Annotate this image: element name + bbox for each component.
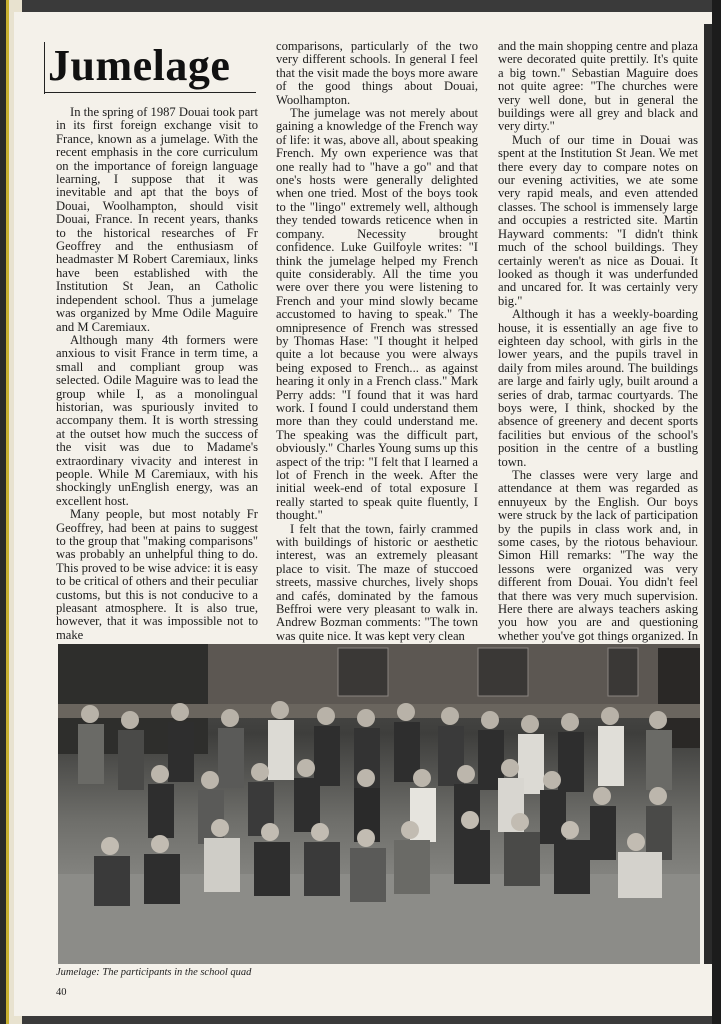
page-edge-shadow (712, 0, 721, 1024)
paragraph: Although it has a weekly-boarding house, it is essentially an age five to eighteen day school, with girls in the lower years, and the pupils travel in daily from miles around. The buildings are large and fairly ugly, built around a series of drab, tarmac courtyards. The boys were, I think, shocked by the absence of greenery and decent sports facilities but envious of the school's position in the centre of a bustling town. (498, 307, 698, 469)
text-column-2 (276, 39, 478, 643)
page-edge (704, 24, 712, 964)
page-number: 40 (56, 987, 67, 998)
paragraph: Although many 4th formers were anxious to visit France in term time, a small and compliant group was selected. Odile Maguire was to lead the group while I, as a monolingual historian, was spuriously invited to accompany them. It is worth stressing at the outset how much the success of the visit was due to Madame's extraordinary vivacity and interest in people. While M Caremiaux, with his shockingly unEnglish energy, was an excellent host. (56, 332, 258, 508)
title-vertical-rule (44, 42, 45, 94)
paragraph: Much of our time in Douai was spent at the Institution St Jean. We met there every day to compare notes on our evening activities, we ate some very rapid meals, and even attended classes. The school is immensely large and occupies a restricted site. Martin Hayward comments: "I didn't think much of the school buildings. They certainly weren't as nice as Douai. It looked as though it was underfunded and uncared for. It was certainly very big." (498, 132, 698, 308)
paragraph: comparisons, particularly of the two very different schools. In general I feel that the visit made the boys more aware of the good things about Douai, Woolhampton. (276, 39, 478, 107)
title-underline (44, 92, 256, 93)
paragraph: In the spring of 1987 Douai took part in its first foreign exchange visit to France, known as a jumelage. With the recent emphasis in the core curriculum on the importance of foreign language learning, I suppose that it was inevitable and apt that the boys of Douai, Woolhampton, should visit Douai, France. In recent years, thanks to the historical researches of Fr Geoffrey and the enthusiasm of headmaster M Robert Caremiaux, links have been established with the Institution St Jean, an Catholic independent school. Thus a jumelage was organized by Mme Odile Maguire and M Caremiaux. (56, 105, 258, 334)
paragraph: and the main shopping centre and plaza were decorated quite prettily. It's quite a big town." Sebastian Maguire does not quite agree: "The churches were very well done, but in general the buildings were all grey and black and very dirty." (498, 39, 698, 134)
article-title: Jumelage (48, 41, 231, 90)
photo-caption: Jumelage: The participants in the school quad (56, 967, 252, 978)
group-photo-illustration (58, 644, 700, 964)
paragraph: Many people, but most notably Fr Geoffrey, had been at pains to suggest to the group that "making comparisons" was probably an unhelpful thing to do. This proved to be wise advice: it is easy to be critical of others and their peculiar customs, but this is not conducive to a pleasant atmosphere. It is also true, however, that it was impossible not to make (56, 507, 258, 642)
text-column-1 (56, 105, 258, 642)
text-column-3 (498, 39, 698, 643)
group-photo (58, 644, 700, 964)
paragraph: I felt that the town, fairly crammed with buildings of historic or aesthetic interest, was an extremely pleasant place to visit. The maze of stuccoed streets, massive churches, lively shops and cafés, dominated by the famous Beffroi were very pleasant to walk in. Andrew Bozman comments: "The town was quite nice. It was kept very clean (276, 521, 478, 643)
paragraph: The jumelage was not merely about gaining a knowledge of the French way of life: it was, above all, about speaking French. My own experience was that one really had to "have a go" and that one's hosts were generally delighted when one tried. Most of the boys took to the "lingo" extremely well, although they tended towards reticence when in company. Necessity brought confidence. Luke Guilfoyle writes: "I think the jumelage helped my French quite considerably. All the time you were over there you were listening to French and your mind slowly became accustomed to having to speak." The omnipresence of French was stressed by Thomas Hase: "I thought it helped quite a lot because you were always being exposed to French... as against hearing it only in a French class." Mark Perry adds: "I found that it was hard work. I found I could understand them more than they could understand me. The speaking was the difficult part, obviously." Charles Young sums up this aspect of the trip: "I felt that I learned a lot of French in the week. After the initial week-end of total exposure I really started to speak quite fluently, I thought." (276, 106, 478, 523)
paragraph: The classes were very large and attendance at them was regarded as ennuyeux by the English. Our boys were struck by the lack of participation by the pupils in class work and, in some cases, by the riotous behaviour. Simon Hill remarks: "The way the lessons were organized was very different from Douai. You didn't feel that there was very much supervision. Here there are always teachers asking you how you are and questioning whether you've got things organized. In (498, 468, 698, 643)
